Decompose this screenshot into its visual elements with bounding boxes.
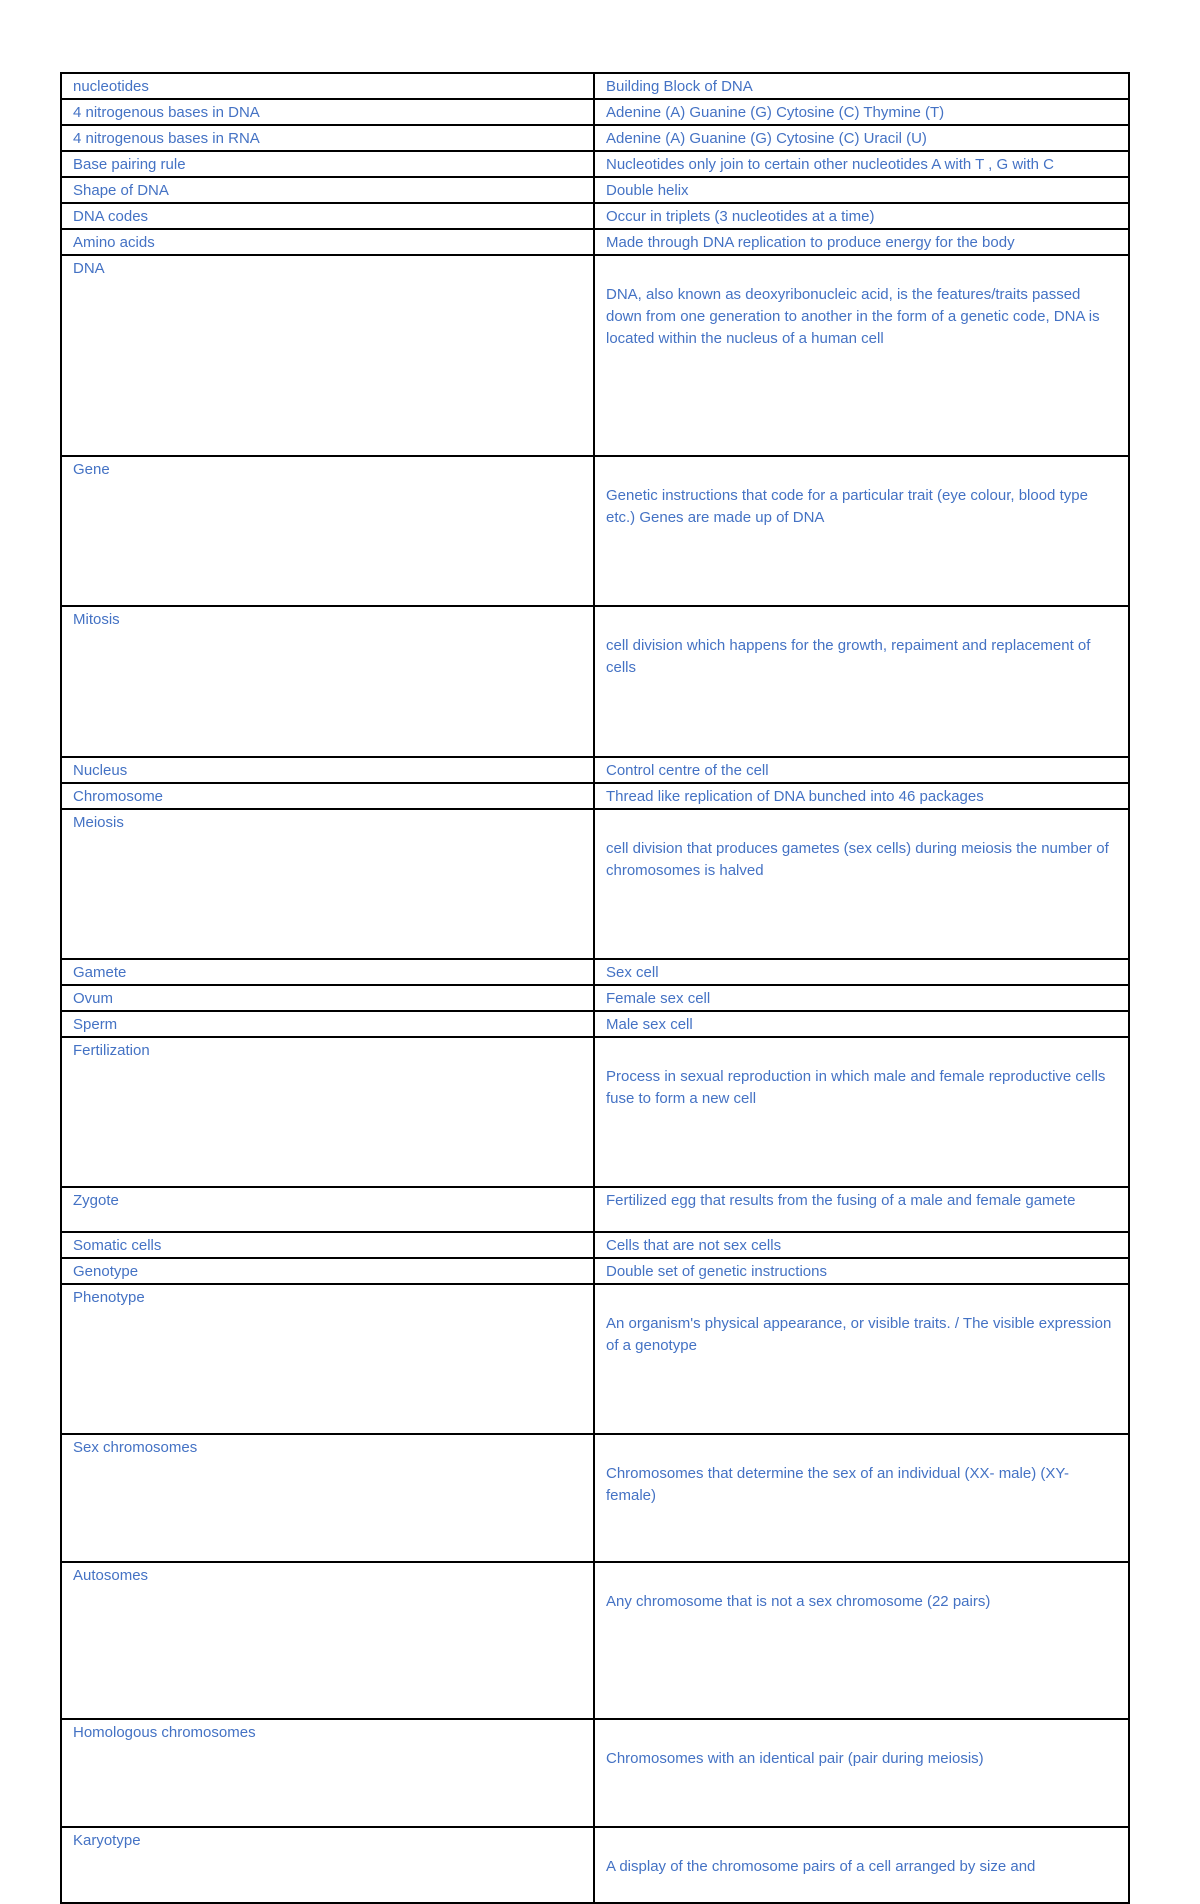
table-row bbox=[61, 255, 1129, 456]
term-cell: Shape of DNA bbox=[61, 177, 594, 203]
definition-cell: Adenine (A) Guanine (G) Cytosine (C) Uracil (U) bbox=[594, 125, 1129, 151]
term-cell: Zygote bbox=[61, 1187, 594, 1232]
definition-cell: Thread like replication of DNA bunched into 46 packages bbox=[594, 783, 1129, 809]
table-row bbox=[61, 959, 1129, 985]
definition-cell: Occur in triplets (3 nucleotides at a time) bbox=[594, 203, 1129, 229]
term-cell: Ovum bbox=[61, 985, 594, 1011]
term-cell: Meiosis bbox=[61, 809, 594, 959]
term-cell: Gamete bbox=[61, 959, 594, 985]
table-row bbox=[61, 177, 1129, 203]
term-cell: Chromosome bbox=[61, 783, 594, 809]
term-cell: Base pairing rule bbox=[61, 151, 594, 177]
glossary-sheet bbox=[60, 72, 1128, 1904]
definition-cell: Fertilized egg that results from the fusing of a male and female gamete bbox=[594, 1187, 1129, 1232]
term-cell: Mitosis bbox=[61, 606, 594, 757]
table-row bbox=[61, 1434, 1129, 1562]
definition-cell: Double set of genetic instructions bbox=[594, 1258, 1129, 1284]
table-row bbox=[61, 1827, 1129, 1903]
glossary-table bbox=[60, 72, 1130, 1904]
term-cell: Nucleus bbox=[61, 757, 594, 783]
term-cell: Somatic cells bbox=[61, 1232, 594, 1258]
definition-cell: Chromosomes with an identical pair (pair during meiosis) bbox=[594, 1719, 1129, 1827]
table-row bbox=[61, 229, 1129, 255]
term-cell: Autosomes bbox=[61, 1562, 594, 1719]
term-cell: Karyotype bbox=[61, 1827, 594, 1903]
term-cell: Gene bbox=[61, 456, 594, 606]
term-cell: DNA bbox=[61, 255, 594, 456]
table-row bbox=[61, 1187, 1129, 1232]
definition-cell: Nucleotides only join to certain other nucleotides A with T , G with C bbox=[594, 151, 1129, 177]
table-row bbox=[61, 203, 1129, 229]
table-row bbox=[61, 1011, 1129, 1037]
table-row bbox=[61, 757, 1129, 783]
table-row bbox=[61, 99, 1129, 125]
definition-cell: Double helix bbox=[594, 177, 1129, 203]
table-row bbox=[61, 1284, 1129, 1434]
definition-cell: Control centre of the cell bbox=[594, 757, 1129, 783]
table-row bbox=[61, 1232, 1129, 1258]
table-row bbox=[61, 985, 1129, 1011]
term-cell: nucleotides bbox=[61, 73, 594, 99]
term-cell: Sex chromosomes bbox=[61, 1434, 594, 1562]
table-row bbox=[61, 783, 1129, 809]
definition-cell: Any chromosome that is not a sex chromosome (22 pairs) bbox=[594, 1562, 1129, 1719]
term-cell: Amino acids bbox=[61, 229, 594, 255]
table-row bbox=[61, 151, 1129, 177]
table-row bbox=[61, 1258, 1129, 1284]
term-cell: 4 nitrogenous bases in RNA bbox=[61, 125, 594, 151]
definition-cell: Sex cell bbox=[594, 959, 1129, 985]
definition-cell: A display of the chromosome pairs of a cell arranged by size and bbox=[594, 1827, 1129, 1903]
table-row bbox=[61, 125, 1129, 151]
term-cell: Genotype bbox=[61, 1258, 594, 1284]
definition-cell: Process in sexual reproduction in which male and female reproductive cells fuse to form a new cell bbox=[594, 1037, 1129, 1187]
term-cell: DNA codes bbox=[61, 203, 594, 229]
table-row bbox=[61, 1719, 1129, 1827]
definition-cell: Genetic instructions that code for a particular trait (eye colour, blood type etc.) Genes are made up of DNA bbox=[594, 456, 1129, 606]
definition-cell: Male sex cell bbox=[594, 1011, 1129, 1037]
definition-cell: Chromosomes that determine the sex of an individual (XX- male) (XY- female) bbox=[594, 1434, 1129, 1562]
definition-cell: Building Block of DNA bbox=[594, 73, 1129, 99]
definition-cell: Adenine (A) Guanine (G) Cytosine (C) Thymine (T) bbox=[594, 99, 1129, 125]
term-cell: 4 nitrogenous bases in DNA bbox=[61, 99, 594, 125]
definition-cell: DNA, also known as deoxyribonucleic acid, is the features/traits passed down from one generation to another in the form of a genetic code, DNA is located within the nucleus of a human cell bbox=[594, 255, 1129, 456]
term-cell: Phenotype bbox=[61, 1284, 594, 1434]
definition-cell: Cells that are not sex cells bbox=[594, 1232, 1129, 1258]
definition-cell: cell division that produces gametes (sex cells) during meiosis the number of chromosomes is halved bbox=[594, 809, 1129, 959]
table-row bbox=[61, 606, 1129, 757]
table-row bbox=[61, 73, 1129, 99]
definition-cell: Made through DNA replication to produce energy for the body bbox=[594, 229, 1129, 255]
term-cell: Fertilization bbox=[61, 1037, 594, 1187]
table-row bbox=[61, 456, 1129, 606]
table-row bbox=[61, 1562, 1129, 1719]
definition-cell: cell division which happens for the growth, repaiment and replacement of cells bbox=[594, 606, 1129, 757]
definition-cell: Female sex cell bbox=[594, 985, 1129, 1011]
term-cell: Sperm bbox=[61, 1011, 594, 1037]
table-row bbox=[61, 809, 1129, 959]
table-row bbox=[61, 1037, 1129, 1187]
term-cell: Homologous chromosomes bbox=[61, 1719, 594, 1827]
definition-cell: An organism's physical appearance, or visible traits. / The visible expression of a genotype bbox=[594, 1284, 1129, 1434]
